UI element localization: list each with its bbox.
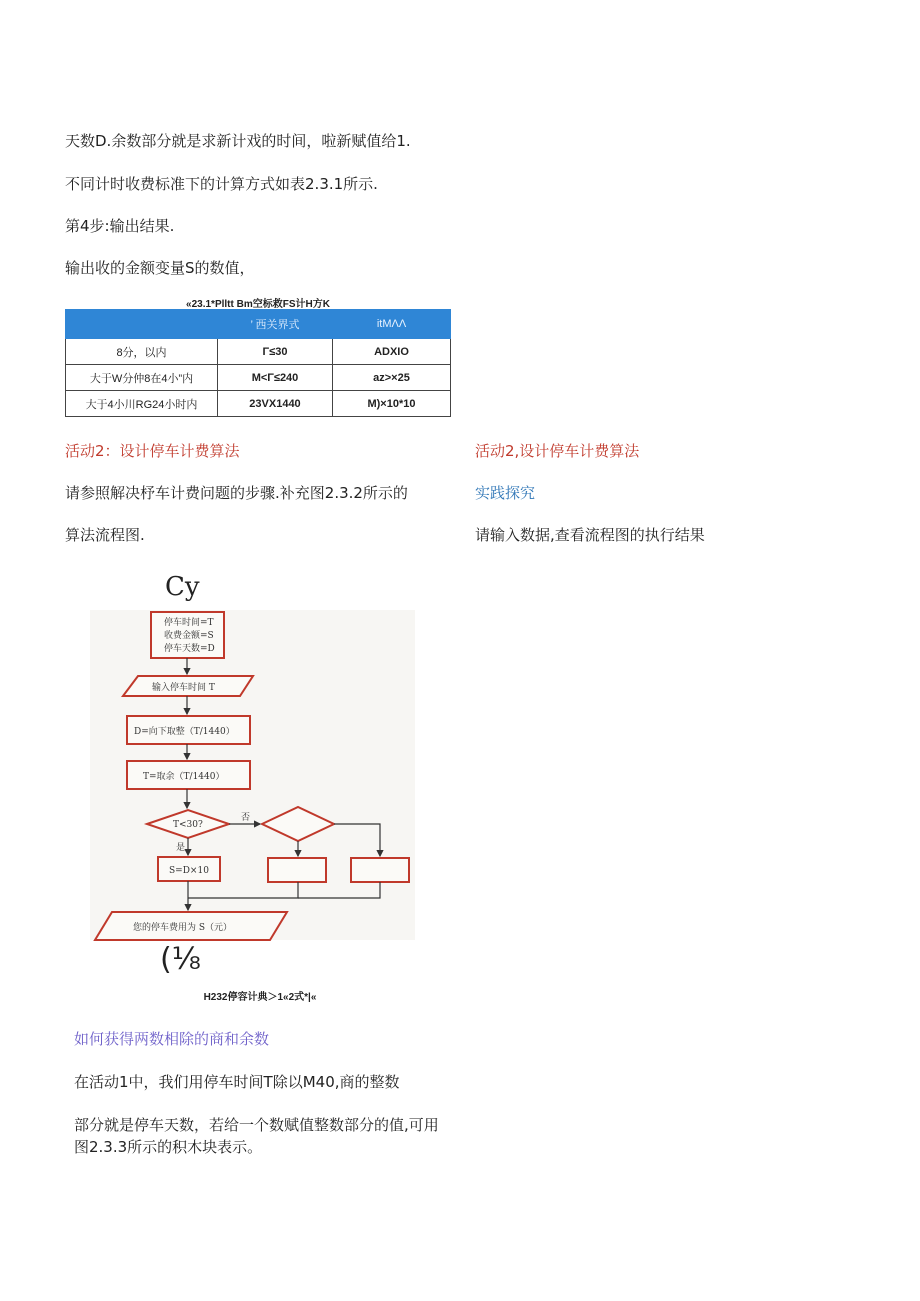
flowchart-end-mark: (⅛	[160, 942, 201, 977]
table-row	[66, 391, 451, 417]
table-cell: 大于W分仲8在4小”内	[66, 365, 218, 391]
table-cell: az>×25	[333, 365, 451, 391]
flowchart-empty-box-1	[268, 858, 326, 882]
paragraph-3: 第4步:输出结果.	[65, 217, 175, 235]
flowchart-init-line1: 停车时间=T	[164, 618, 214, 628]
flowchart-assign-text: S=D×10	[169, 866, 209, 876]
flowchart-init-line2: 收费金额=S	[164, 631, 214, 641]
table-cell: Γ≤30	[218, 339, 333, 365]
flowchart-top-mark: Cy	[165, 572, 200, 602]
flowchart-input-text: 输入停车时间 T	[152, 683, 215, 693]
flowchart-no-label: 否	[241, 813, 251, 823]
table-header-row	[66, 310, 451, 339]
flowchart-yes-label: 是	[176, 843, 186, 853]
table-row	[66, 365, 451, 391]
activity-instruction-line1: 请参照解决杼车计费问题的步骤.补充图2.3.2所示的	[65, 484, 408, 502]
flowchart-t-text: T=取余（T/1440）	[143, 772, 225, 782]
flowchart-init-line3: 停车天数=D	[164, 644, 215, 654]
flowchart-decision-text: T<30?	[173, 820, 203, 830]
section-heading: 如何获得两数相除的商和余数	[74, 1030, 270, 1048]
table-cell: 23VX1440	[218, 391, 333, 417]
flowchart-empty-box-2	[351, 858, 409, 882]
flowchart	[90, 570, 430, 950]
figure-caption: H232停容计典＞1«2式*|«	[203, 992, 317, 1003]
table-cell: M<Γ≤240	[218, 365, 333, 391]
table-header-cell	[66, 310, 218, 339]
table-header-cell: ’ 西关界式	[218, 310, 333, 339]
section-cut-line: 部分就是停车天数，若给一个数赋值整数部分的值,可用	[74, 1116, 439, 1134]
activity-2-heading-left: 活动2：设计停车计费算法	[65, 442, 240, 460]
flowchart-output-text: 您的停车费用为 S（元）	[133, 923, 233, 933]
table-cell: M)×10*10	[333, 391, 451, 417]
section-line1: 在活动1中，我们用停车时间T除以M40,商的整数	[74, 1073, 400, 1091]
flowchart-decision-2	[262, 807, 334, 841]
paragraph-4: 输出收的金额变量S的数值，	[65, 259, 255, 277]
section-line3: 图2.3.3所示的积木块表示。	[74, 1138, 263, 1156]
flowchart-d-text: D=向下取整（T/1440）	[134, 727, 235, 737]
paragraph-1: 天数D.余数部分就是求新计戏的时间，啦新赋值给1.	[65, 132, 411, 150]
table-cell: 8分，以内	[66, 339, 218, 365]
paragraph-2: 不同计时收费标准下的计算方式如表2.3.1所示.	[65, 175, 378, 193]
table-row	[66, 339, 451, 365]
table-cell: 大于4小川RG24小时内	[66, 391, 218, 417]
practice-explore-heading: 实践探究	[475, 484, 536, 502]
cut-off-line-right: 请输入数据,查看流程图的执行结果	[475, 526, 705, 544]
activity-2-heading-right: 活动2,设计停车计费算法	[475, 442, 640, 460]
activity-instruction-line2: 算法流程图.	[65, 526, 145, 544]
table-caption: «23.1*Plltt Bm空标救FS计H方K	[186, 299, 330, 310]
fee-table	[65, 309, 451, 417]
table-cell: ADXIO	[333, 339, 451, 365]
table-header-cell: itMΛΛ	[333, 310, 451, 339]
